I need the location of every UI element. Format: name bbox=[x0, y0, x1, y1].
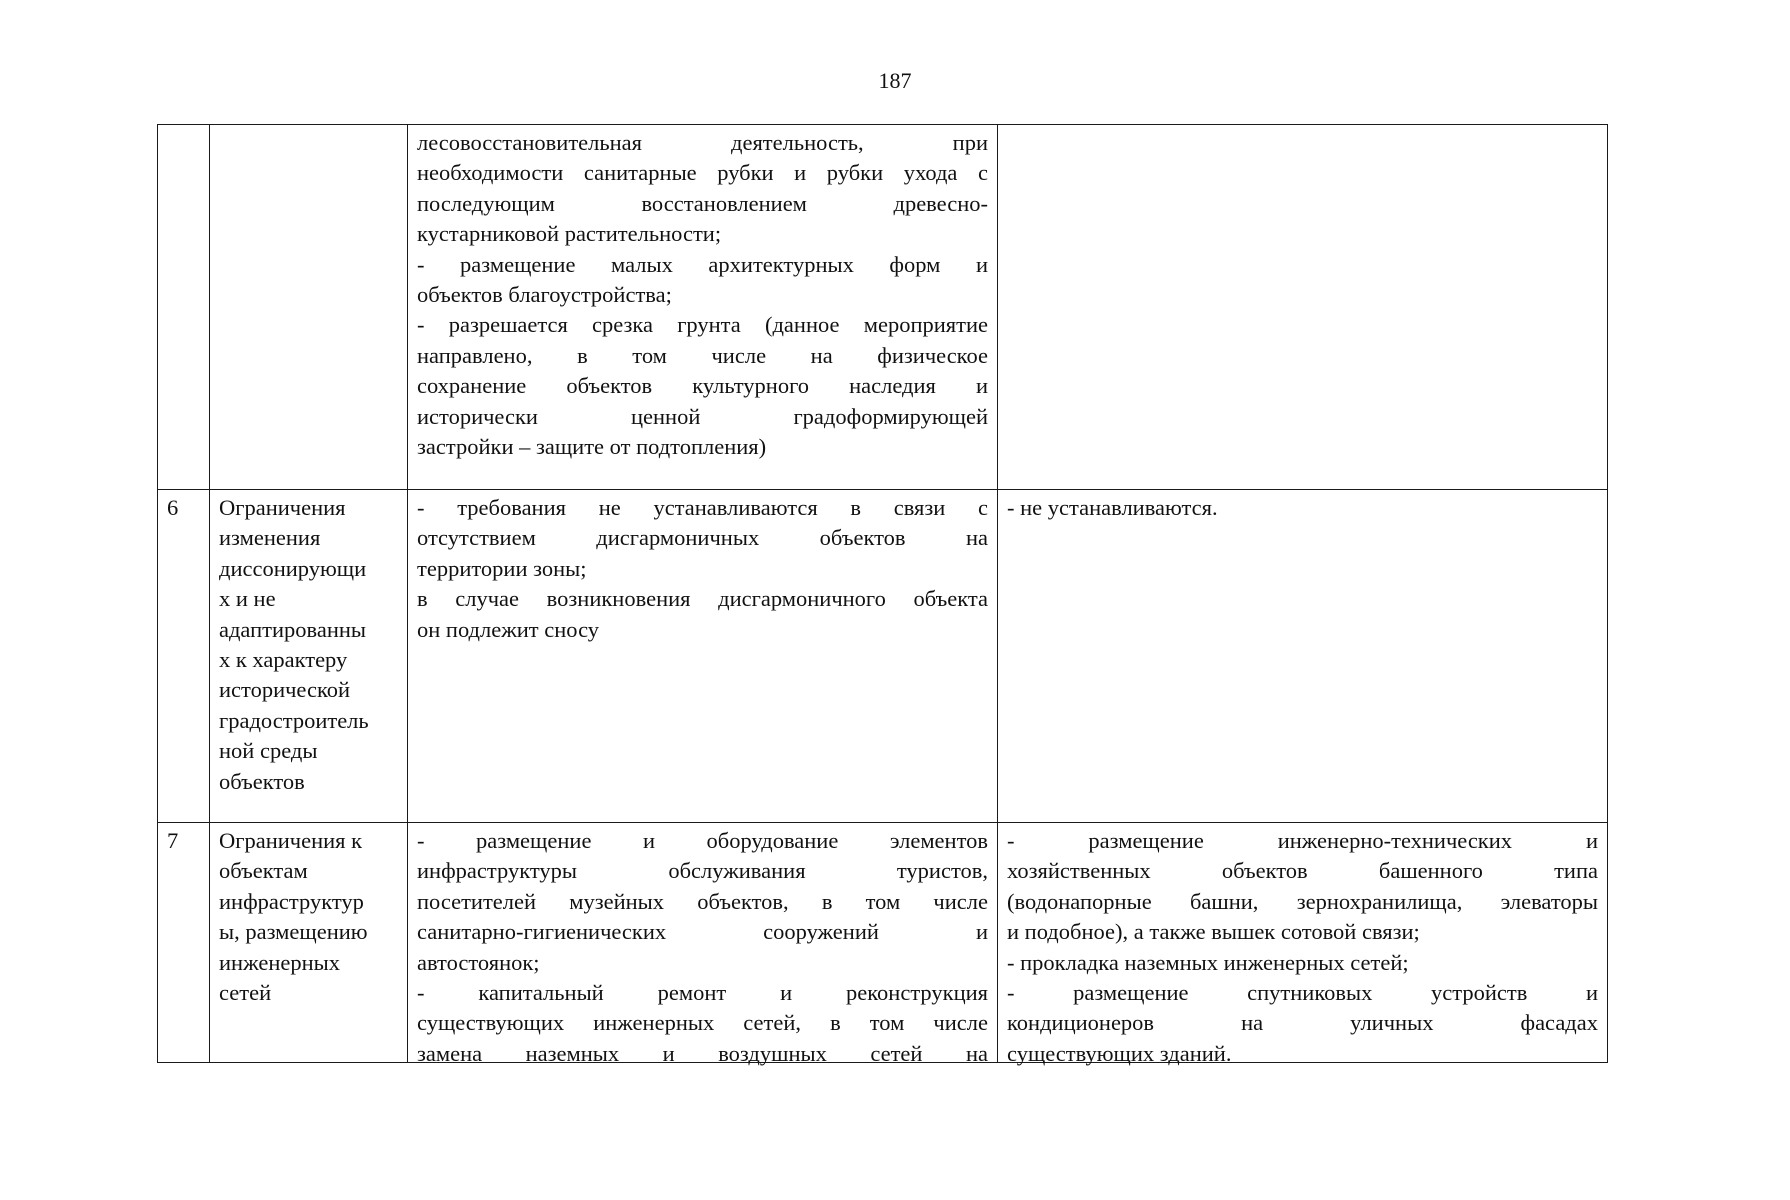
restriction-name-cell bbox=[210, 125, 408, 490]
text-line: территории зоны; bbox=[417, 555, 587, 581]
text-line: сохранение объектов культурного наследия и bbox=[417, 373, 988, 399]
table-row bbox=[158, 823, 1608, 1063]
text-line: санитарно-гигиенических сооружений и bbox=[417, 919, 988, 945]
text-line: и подобное), а также вышек сотовой связи; bbox=[1007, 919, 1420, 945]
text-line: существующих зданий. bbox=[1007, 1040, 1232, 1066]
text-line: диссонирующи bbox=[219, 555, 367, 581]
text-line: Ограничения к bbox=[219, 828, 363, 853]
text-line: замена наземных и воздушных сетей на bbox=[417, 1040, 988, 1066]
text-line: инфраструктур bbox=[219, 888, 364, 914]
text-line: - не устанавливаются. bbox=[1007, 495, 1218, 520]
text-line: - размещение инженерно-технических и bbox=[1007, 828, 1598, 853]
text-line: последующим восстановлением древесно- bbox=[417, 190, 988, 216]
row-number-cell: 7 bbox=[158, 823, 210, 1063]
text-line: инфраструктуры обслуживания туристов, bbox=[417, 858, 988, 884]
text-line: застройки – защите от подтопления) bbox=[417, 434, 767, 460]
table-row bbox=[158, 125, 1608, 490]
text-line: изменения bbox=[219, 525, 321, 551]
text-line: - разрешается срезка грунта (данное мероприятие bbox=[417, 312, 988, 338]
text-line: - размещение и оборудование элементов bbox=[417, 828, 988, 853]
forbidden-cell bbox=[998, 823, 1608, 1066]
allowed-text bbox=[417, 826, 988, 1066]
restriction-name-text bbox=[219, 826, 398, 1008]
text-line: направлено, в том числе на физическое bbox=[417, 342, 988, 368]
forbidden-cell bbox=[998, 125, 1608, 490]
allowed-cell bbox=[408, 125, 998, 490]
text-line: инженерных bbox=[219, 949, 341, 975]
text-line: посетителей музейных объектов, в том числе bbox=[417, 888, 988, 914]
text-line: - размещение малых архитектурных форм и bbox=[417, 251, 988, 277]
row-number-cell: 6 bbox=[158, 490, 210, 823]
restriction-name-cell bbox=[210, 823, 408, 1063]
text-line: ной среды bbox=[219, 738, 318, 764]
text-line: исторической bbox=[219, 677, 351, 703]
text-line: автостоянок; bbox=[417, 949, 540, 975]
text-line: кондиционеров на уличных фасадах bbox=[1007, 1010, 1598, 1036]
forbidden-cell bbox=[998, 490, 1608, 823]
text-line: объектов bbox=[219, 768, 305, 794]
text-line: Ограничения bbox=[219, 495, 346, 520]
text-line: ы, размещению bbox=[219, 919, 368, 945]
allowed-cell bbox=[408, 490, 998, 823]
restriction-name-text bbox=[219, 493, 398, 797]
text-line: х и не bbox=[219, 586, 276, 612]
text-line: кустарниковой растительности; bbox=[417, 221, 722, 247]
allowed-text bbox=[417, 493, 988, 645]
text-line: объектам bbox=[219, 858, 308, 884]
text-line: необходимости санитарные рубки и рубки ухода с bbox=[417, 160, 988, 186]
text-line: - размещение спутниковых устройств и bbox=[1007, 980, 1598, 1006]
text-line: адаптированны bbox=[219, 616, 367, 642]
page-number: 187 bbox=[878, 68, 912, 93]
allowed-cell bbox=[408, 823, 998, 1066]
regulations-table bbox=[157, 124, 1608, 1066]
row-number-cell bbox=[158, 125, 210, 490]
text-line: он подлежит сносу bbox=[417, 616, 600, 642]
forbidden-text bbox=[1007, 493, 1598, 523]
text-line: (водонапорные башни, зернохранилища, элеваторы bbox=[1007, 888, 1598, 914]
text-line: хозяйственных объектов башенного типа bbox=[1007, 858, 1598, 884]
text-line: лесовосстановительная деятельность, при bbox=[417, 130, 988, 155]
text-line: существующих инженерных сетей, в том числе bbox=[417, 1010, 988, 1036]
text-line: объектов благоустройства; bbox=[417, 282, 672, 308]
allowed-text bbox=[417, 128, 988, 462]
text-line: - капитальный ремонт и реконструкция bbox=[417, 980, 988, 1006]
text-line: исторически ценной градоформирующей bbox=[417, 403, 988, 429]
text-line: - требования не устанавливаются в связи с bbox=[417, 495, 988, 520]
forbidden-text bbox=[1007, 826, 1598, 1066]
restriction-name-cell bbox=[210, 490, 408, 823]
text-line: х к характеру bbox=[219, 647, 348, 673]
table-row bbox=[158, 490, 1608, 823]
text-line: сетей bbox=[219, 980, 272, 1006]
text-line: отсутствием дисгармоничных объектов на bbox=[417, 525, 988, 551]
text-line: в случае возникновения дисгармоничного объекта bbox=[417, 586, 988, 612]
text-line: градостроитель bbox=[219, 707, 369, 733]
text-line: - прокладка наземных инженерных сетей; bbox=[1007, 949, 1409, 975]
